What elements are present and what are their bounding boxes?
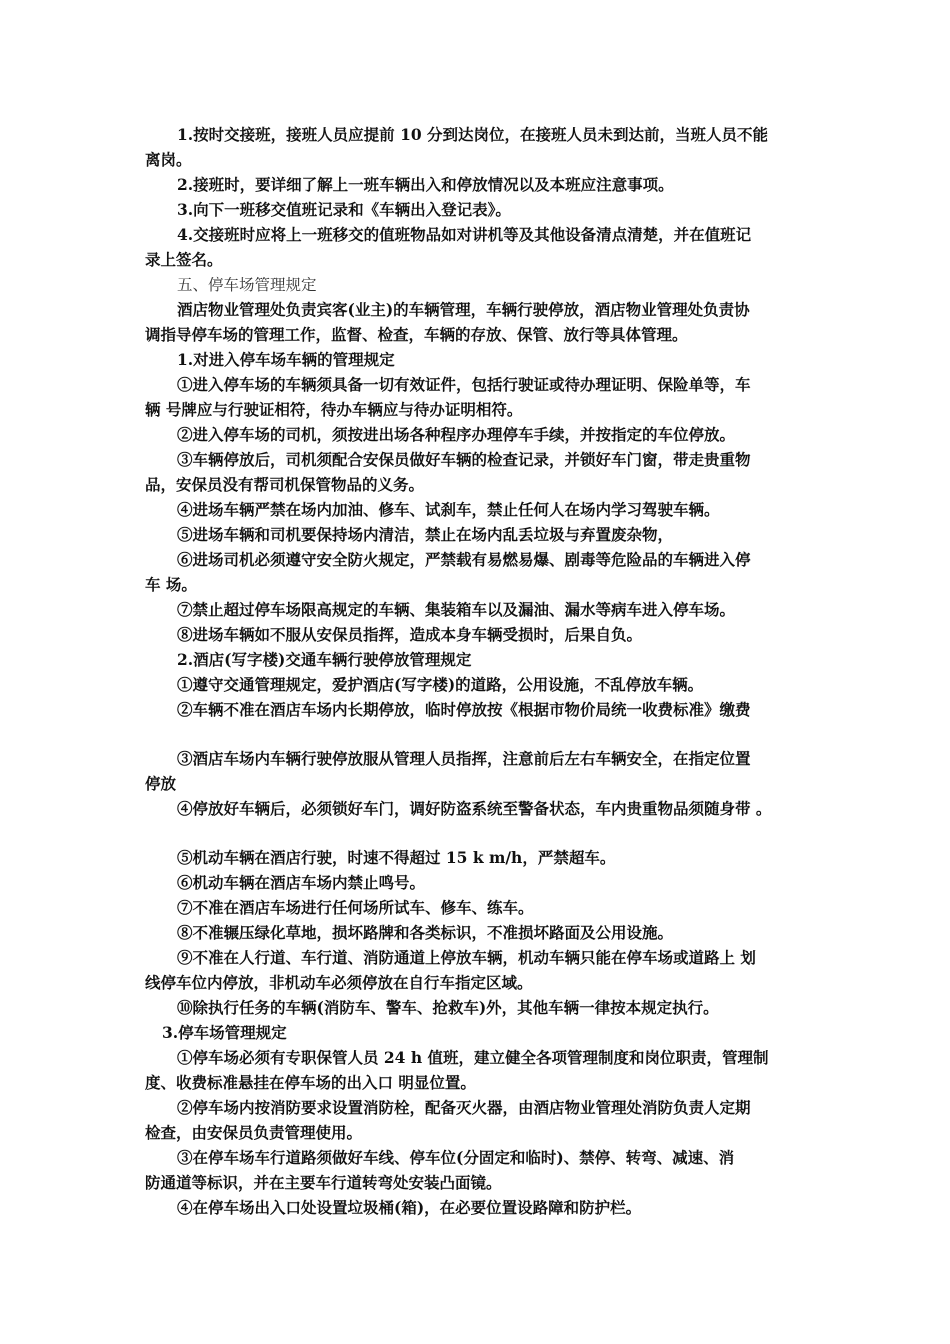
subsection-heading: 3.停车场管理规定 xyxy=(162,1023,287,1042)
text-line: 酒店物业管理处负责宾客(业主)的车辆管理，车辆行驶停放，酒店物业管理处负责协 xyxy=(177,300,750,319)
text-line: 调指导停车场的管理工作，监督、检查，车辆的存放、保管、放行等具体管理。 xyxy=(145,325,688,344)
subsection-heading: 1.对进入停车场车辆的管理规定 xyxy=(177,350,395,369)
text-line: ⑦禁止超过停车场限高规定的车辆、集装箱车以及漏油、漏水等病车进入停车场。 xyxy=(177,600,736,619)
section-heading: 五、停车场管理规定 xyxy=(177,276,317,294)
text-line: ②进入停车场的司机，须按进出场各种程序办理停车手续，并按指定的车位停放。 xyxy=(177,425,736,444)
text-line: ①遵守交通管理规定，爱护酒店(写字楼)的道路，公用设施，不乱停放车辆。 xyxy=(177,675,704,694)
text-line: ⑦不准在酒店车场进行任何场所试车、修车、练车。 xyxy=(177,898,534,917)
text-line: ⑨不准在人行道、车行道、消防通道上停放车辆，机动车辆只能在停车场或道路上 划 xyxy=(177,948,756,967)
text-line: 停放 xyxy=(145,774,177,793)
text-line: ⑧进场车辆如不服从安保员指挥，造成本身车辆受损时，后果自负。 xyxy=(177,625,643,644)
text-line: 线停车位内停放，非机动车必须停放在自行车指定区域。 xyxy=(145,973,533,992)
text-line: ⑥机动车辆在酒店车场内禁止鸣号。 xyxy=(177,873,426,892)
text-line: ⑤进场车辆和司机要保持场内清洁，禁止在场内乱丢垃圾与弃置废杂物， xyxy=(177,525,674,544)
text-line: 品，安保员没有帮司机保管物品的义务。 xyxy=(145,475,425,494)
text-line: ③车辆停放后，司机须配合安保员做好车辆的检查记录，并锁好车门窗，带走贵重物 xyxy=(177,450,751,469)
text-line: ④停放好车辆后，必须锁好车门，调好防盗系统至警备状态，车内贵重物品须随身带 。 xyxy=(177,799,772,818)
text-line: ②车辆不准在酒店车场内长期停放，临时停放按《根据市物价局统一收费标准》缴费 xyxy=(177,700,751,719)
text-line: 防通道等标识，并在主要车行道转弯处安装凸面镜。 xyxy=(145,1173,502,1192)
text-line: 录上签名。 xyxy=(145,250,223,269)
text-line: ⑧不准辗压绿化草地，损坏路牌和各类标识，不准损坏路面及公用设施。 xyxy=(177,923,674,942)
text-line: 4.交接班时应将上一班移交的值班物品如对讲机等及其他设备清点清楚，并在值班记 xyxy=(177,225,752,244)
text-line: ②停车场内按消防要求设置消防栓，配备灭火器，由酒店物业管理处消防负责人定期 xyxy=(177,1098,751,1117)
text-line: ①停车场必须有专职保管人员 24 h 值班，建立健全各项管理制度和岗位职责，管理制 xyxy=(177,1048,769,1067)
text-line: ⑩除执行任务的车辆(消防车、警车、抢救车)外，其他车辆一律按本规定执行。 xyxy=(177,998,719,1017)
text-line: ④在停车场出入口处设置垃圾桶(箱)，在必要位置设路障和防护栏。 xyxy=(177,1198,642,1217)
text-line: ①进入停车场的车辆须具备一切有效证件，包括行驶证或待办理证明、保险单等，车 xyxy=(177,375,751,394)
text-line: ⑥进场司机必须遵守安全防火规定，严禁载有易燃易爆、剧毒等危险品的车辆进入停 xyxy=(177,550,751,569)
text-line: 1.按时交接班，接班人员应提前 10 分到达岗位，在接班人员未到达前，当班人员不能 xyxy=(177,125,769,144)
text-line: 2.接班时，要详细了解上一班车辆出入和停放情况以及本班应注意事项。 xyxy=(177,175,674,194)
text-line: 车 场。 xyxy=(145,575,197,594)
text-line: 辆 号牌应与行驶证相符，待办车辆应与待办证明相符。 xyxy=(145,400,523,419)
text-line: ④进场车辆严禁在场内加油、修车、试刹车，禁止任何人在场内学习驾驶车辆。 xyxy=(177,500,720,519)
text-line: ⑤机动车辆在酒店行驶，时速不得超过 15 k m/h，严禁超车。 xyxy=(177,848,616,867)
text-line: ③酒店车场内车辆行驶停放服从管理人员指挥，注意前后左右车辆安全，在指定位置 xyxy=(177,749,751,768)
text-line: ③在停车场车行道路须做好车线、停车位(分固定和临时)、禁停、转弯、减速、消 xyxy=(177,1148,735,1167)
text-line: 3.向下一班移交值班记录和《车辆出入登记表》。 xyxy=(177,200,511,219)
text-line: 离岗。 xyxy=(145,150,192,169)
subsection-heading: 2.酒店(写字楼)交通车辆行驶停放管理规定 xyxy=(177,650,472,669)
text-line: 检查，由安保员负责管理使用。 xyxy=(145,1123,363,1142)
text-line: 度、收费标准悬挂在停车场的出入口 明显位置。 xyxy=(145,1073,476,1092)
